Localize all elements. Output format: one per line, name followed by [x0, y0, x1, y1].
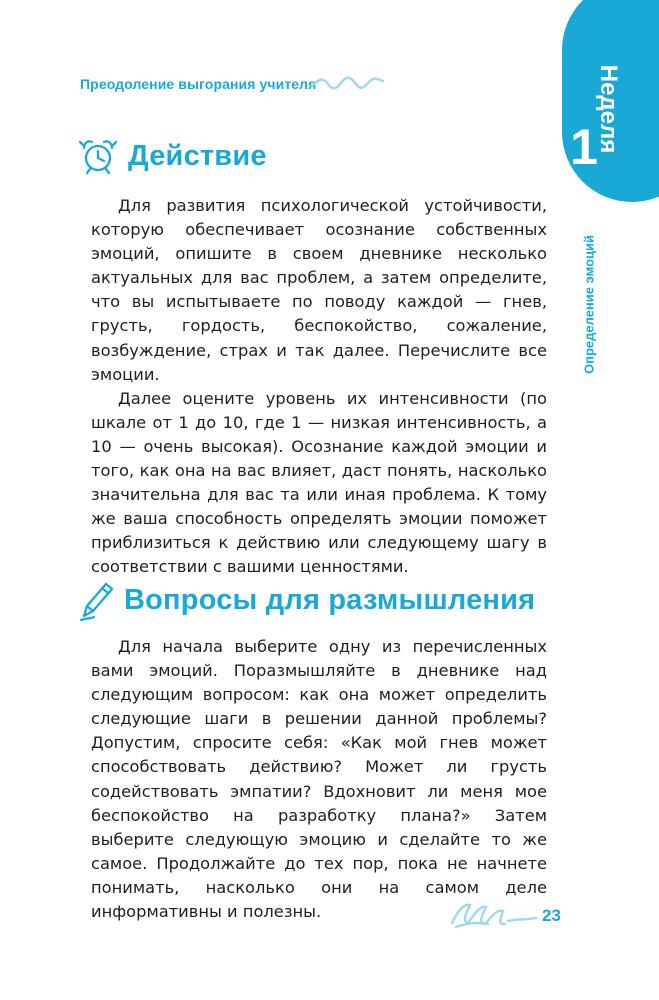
alarm-clock-icon: [78, 136, 118, 176]
week-number: 1: [570, 119, 598, 175]
page-number: 23: [542, 906, 561, 925]
action-title: Действие: [128, 139, 267, 172]
action-body: [91, 194, 547, 580]
action-paragraph-1: Для развития психологической устойчивости, которую обеспечивает осознание собственных эмоций, опишите в своем дневнике несколько актуальных для вас проблем, а затем определите, что вы испытываете по поводу каждой — гнев, грусть, гордость, беспокойство, сожаление, возбуждение, страх и так далее. Перечислите все эмоции.: [91, 196, 547, 384]
reflection-body: [91, 635, 547, 924]
pen-icon: [78, 578, 116, 622]
week-label: Неделя: [595, 64, 622, 154]
action-section-header: [78, 136, 267, 176]
reflection-paragraph-1: Для начала выберите одну из перечисленных вами эмоций. Поразмышляйте в дневнике над следующим вопросом: как она может определить следующие шаги в решении данной проблемы? Допустим, спросите себя: «Как мой гнев может способствовать действию? Может ли грусть содействовать эмпатии? Вдохновит ли меня мое беспокойство на разработку плана?» Затем выберите следующую эмоцию и сделайте то же самое. Продолжайте до тех пор, пока не начнете понимать, насколько они на самом деле информативны и полезны.: [91, 637, 547, 922]
action-paragraph-2: Далее оцените уровень их интенсивности (по шкале от 1 до 10, где 1 — низкая интенсивность, а 10 — очень высокая). Осознание каждой эмоции и того, как она на вас влияет, даст понять, насколько значительна для вас та или иная проблема. К тому же ваша способность определять эмоции поможет приблизиться к действию или следующему шагу в соответствии с вашими ценностями.: [91, 388, 547, 577]
squiggle-decoration: [310, 72, 385, 94]
chapter-side-label: Определение эмоций: [581, 235, 597, 374]
reflection-title: Вопросы для размышления: [124, 583, 536, 616]
squiggle-decoration-footer: [448, 893, 540, 933]
reflection-section-header: [78, 578, 535, 622]
running-header-title: Преодоление выгорания учителя: [80, 76, 317, 92]
